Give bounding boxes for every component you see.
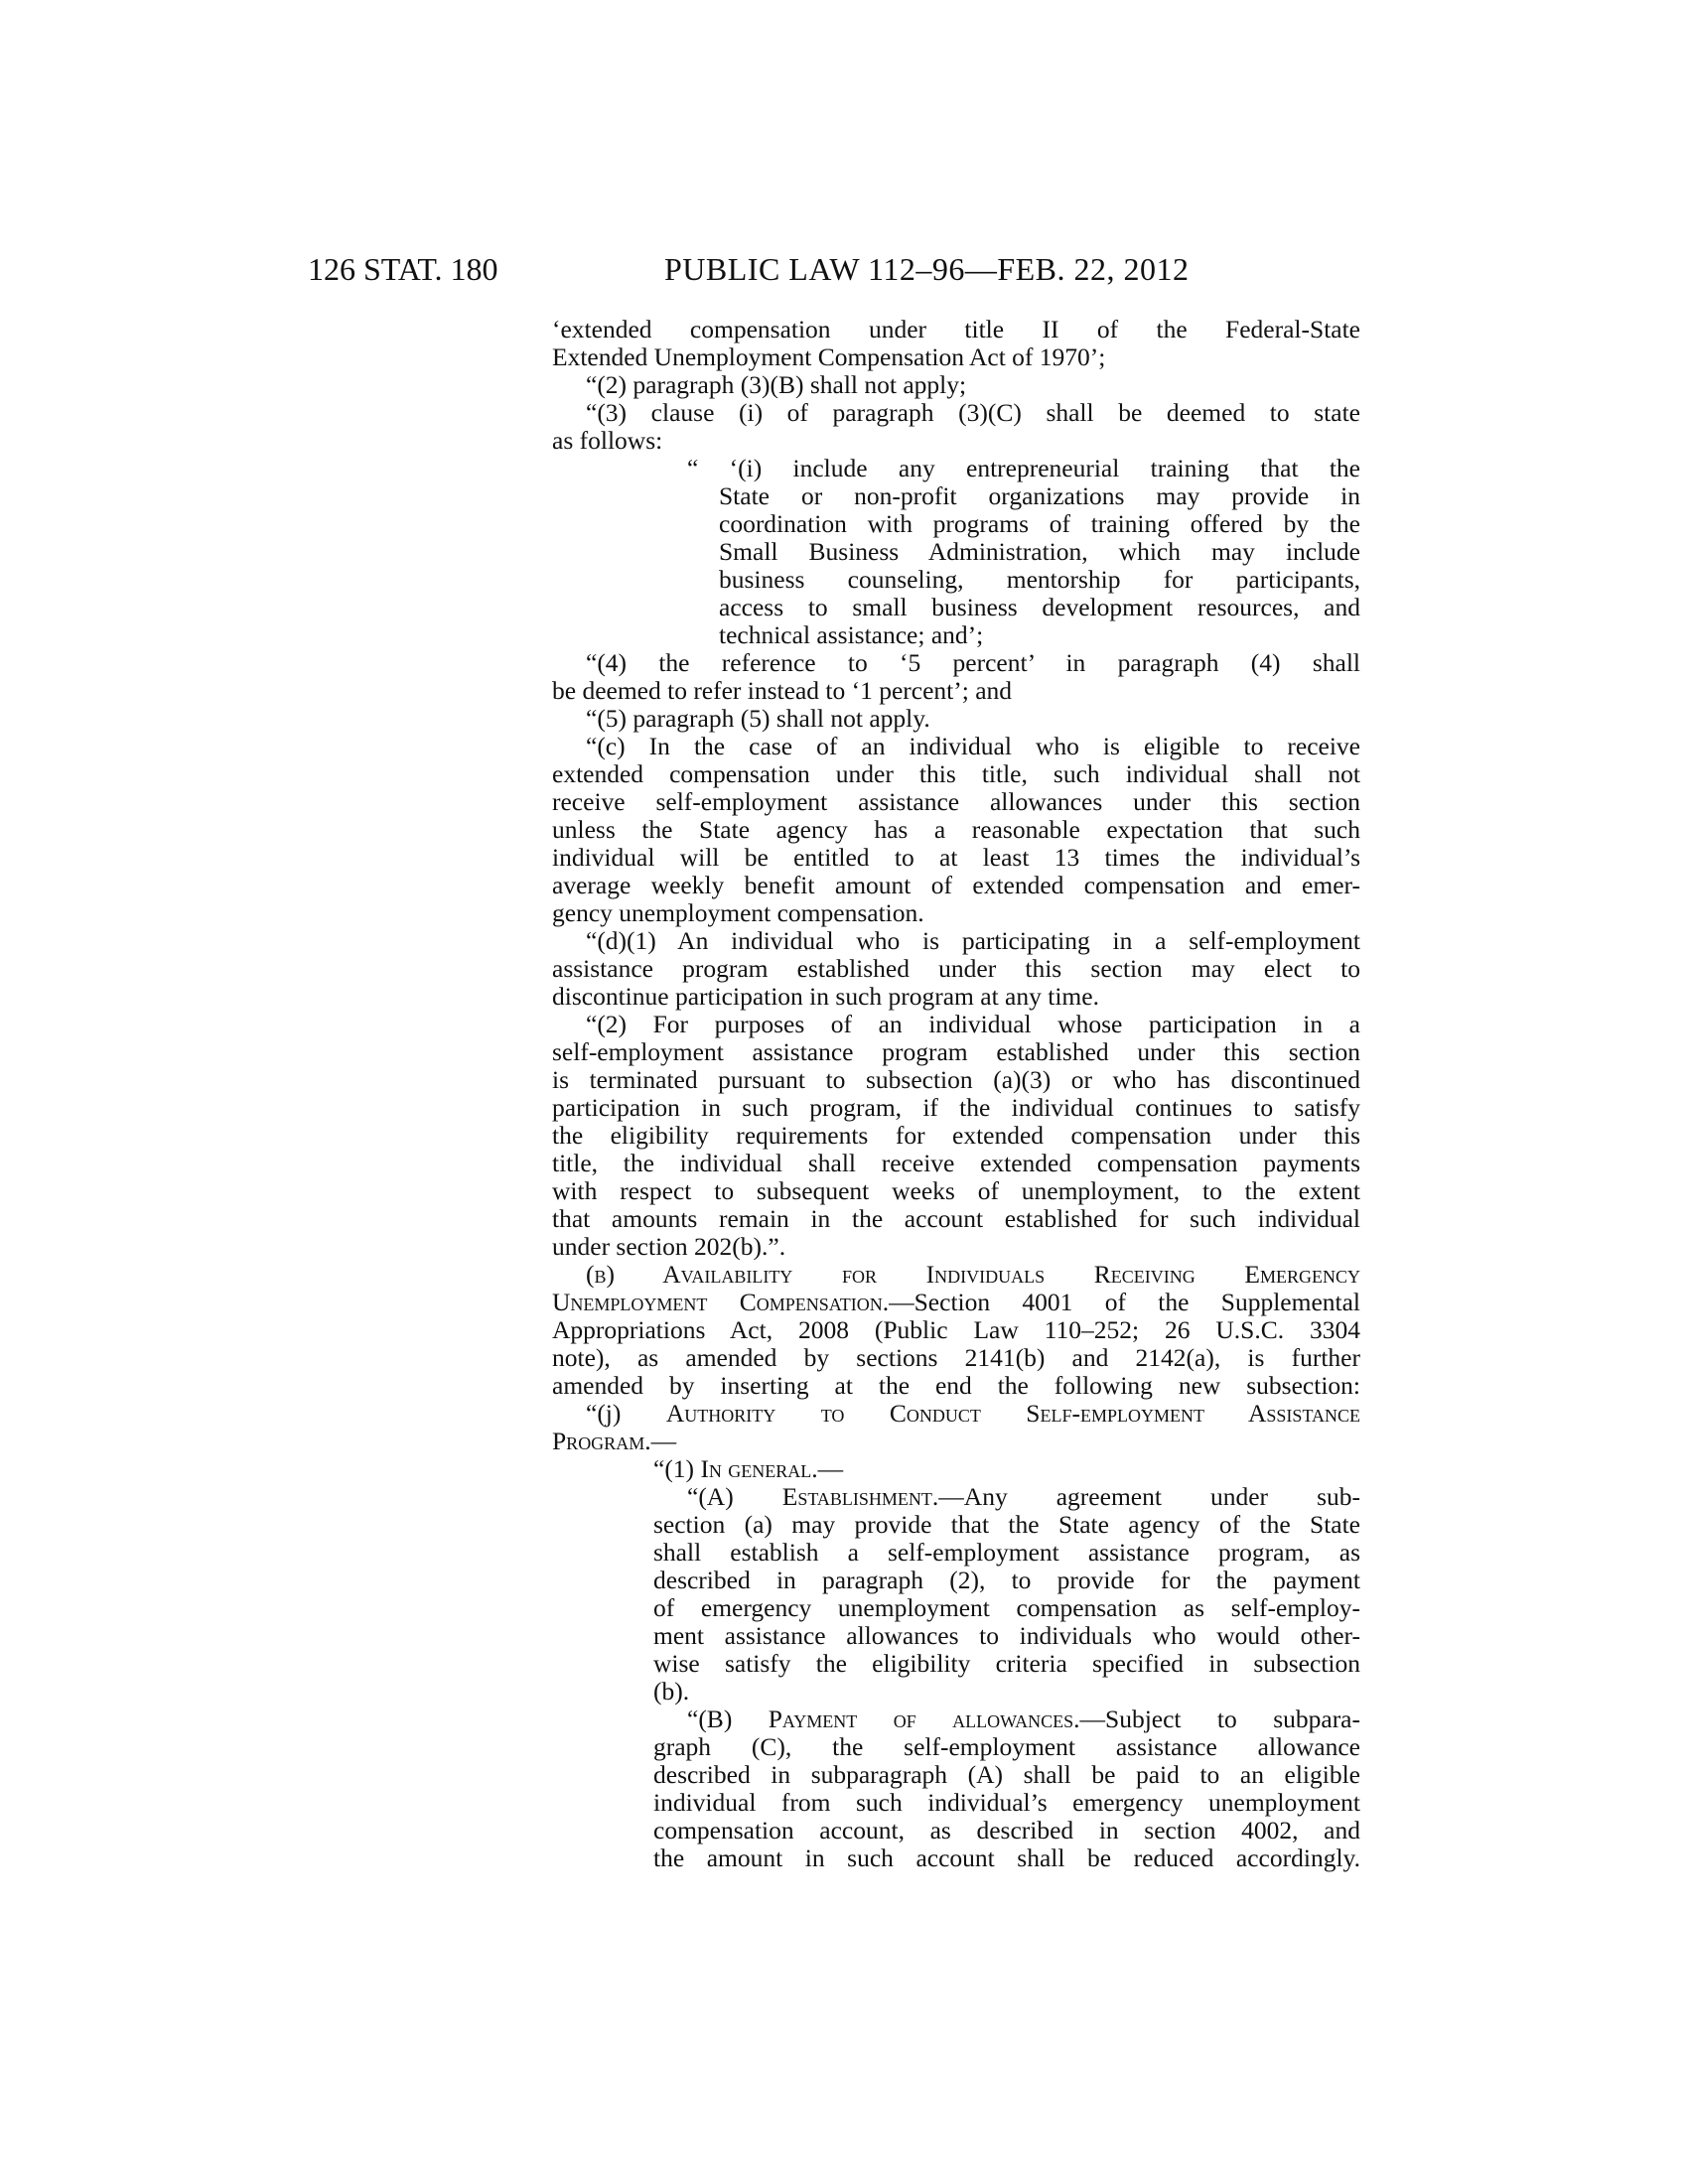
- text-line: Small Business Administration, which may include: [719, 537, 1360, 566]
- text-line: under section 202(b).”.: [552, 1232, 786, 1261]
- text-line: participation in such program, if the individual continues to satisfy: [552, 1093, 1360, 1122]
- text-line: access to small business development resources, and: [719, 593, 1360, 621]
- text-line: individual from such individual’s emergency unemployment: [653, 1788, 1360, 1817]
- text-line: “(d)(1) An individual who is participating in a self-employment: [586, 926, 1360, 955]
- text-line: Appropriations Act, 2008 (Public Law 110–252; 26 U.S.C. 3304: [552, 1315, 1360, 1344]
- text-line: “(j) Authority to Conduct Self-employment Assistance: [586, 1399, 1360, 1428]
- text-line: (b).: [653, 1677, 690, 1706]
- text-line: extended compensation under this title, such individual shall not: [552, 759, 1360, 788]
- text-line: “(5) paragraph (5) shall not apply.: [586, 704, 930, 733]
- text-line: compensation account, as described in section 4002, and: [653, 1816, 1360, 1844]
- text-line: “(1) In general.—: [653, 1454, 844, 1483]
- text-line: assistance program established under this section may elect to: [552, 954, 1360, 983]
- text-line: Extended Unemployment Compensation Act of 1970’;: [552, 342, 1106, 371]
- text-line: section (a) may provide that the State agency of the State: [653, 1510, 1360, 1539]
- text-line: “(2) paragraph (3)(B) shall not apply;: [586, 370, 967, 399]
- text-line: that amounts remain in the account established for such individual: [552, 1204, 1360, 1233]
- text-line: “(c) In the case of an individual who is eligible to receive: [586, 732, 1360, 760]
- text-line: graph (C), the self-employment assistance allowance: [653, 1732, 1360, 1761]
- public-law-heading: PUBLIC LAW 112–96—FEB. 22, 2012: [664, 251, 1190, 287]
- text-line: self-employment assistance program established under this section: [552, 1037, 1360, 1066]
- page-header: [308, 244, 1380, 294]
- text-line: “(3) clause (i) of paragraph (3)(C) shall be deemed to state: [586, 398, 1360, 427]
- text-line: ment assistance allowances to individuals who would other-: [653, 1621, 1360, 1650]
- text-line: receive self-employment assistance allowances under this section: [552, 787, 1360, 816]
- text-line: as follows:: [552, 426, 663, 455]
- document-body: [552, 316, 1360, 1872]
- text-line: with respect to subsequent weeks of unemployment, to the extent: [552, 1176, 1360, 1205]
- text-line: title, the individual shall receive extended compensation payments: [552, 1149, 1360, 1177]
- text-line: “(B) Payment of allowances.—Subject to subpara-: [687, 1705, 1360, 1733]
- text-line: “(4) the reference to ‘5 percent’ in paragraph (4) shall: [586, 648, 1360, 677]
- text-line: Program.—: [552, 1427, 677, 1455]
- text-line: the amount in such account shall be reduced accordingly.: [653, 1843, 1360, 1872]
- statute-page-number: 126 STAT. 180: [308, 251, 498, 287]
- text-line: is terminated pursuant to subsection (a)(3) or who has discontinued: [552, 1065, 1360, 1094]
- text-line: amended by inserting at the end the following new subsection:: [552, 1371, 1360, 1400]
- text-line: discontinue participation in such program at any time.: [552, 982, 1099, 1011]
- text-line: gency unemployment compensation.: [552, 898, 924, 927]
- text-line: the eligibility requirements for extended compensation under this: [552, 1121, 1360, 1150]
- text-line: shall establish a self-employment assistance program, as: [653, 1538, 1360, 1567]
- text-line: coordination with programs of training offered by the: [719, 509, 1360, 538]
- text-line: described in paragraph (2), to provide for the payment: [653, 1566, 1360, 1594]
- text-line: “(2) For purposes of an individual whose participation in a: [586, 1010, 1360, 1038]
- text-line: unless the State agency has a reasonable expectation that such: [552, 815, 1360, 844]
- text-line: “ ‘(i) include any entrepreneurial training that the: [687, 454, 1360, 482]
- text-line: be deemed to refer instead to ‘1 percent’; and: [552, 676, 1013, 705]
- text-line: wise satisfy the eligibility criteria specified in subsection: [653, 1649, 1360, 1678]
- text-line: technical assistance; and’;: [719, 620, 984, 649]
- text-line: State or non-profit organizations may provide in: [719, 481, 1360, 510]
- text-line: business counseling, mentorship for participants,: [719, 565, 1360, 594]
- text-line: (b) Availability for Individuals Receiving Emergency: [586, 1260, 1360, 1289]
- text-line: of emergency unemployment compensation as self-employ-: [653, 1593, 1360, 1622]
- text-line: individual will be entitled to at least 13 times the individual’s: [552, 843, 1360, 872]
- text-line: “(A) Establishment.—Any agreement under sub-: [687, 1482, 1360, 1511]
- text-line: described in subparagraph (A) shall be paid to an eligible: [653, 1760, 1360, 1789]
- text-line: Unemployment Compensation.—Section 4001 of the Supplemental: [552, 1288, 1360, 1316]
- text-line: ‘extended compensation under title II of the Federal-State: [552, 315, 1360, 343]
- text-line: average weekly benefit amount of extended compensation and emer-: [552, 871, 1360, 899]
- text-line: note), as amended by sections 2141(b) and 2142(a), is further: [552, 1343, 1360, 1372]
